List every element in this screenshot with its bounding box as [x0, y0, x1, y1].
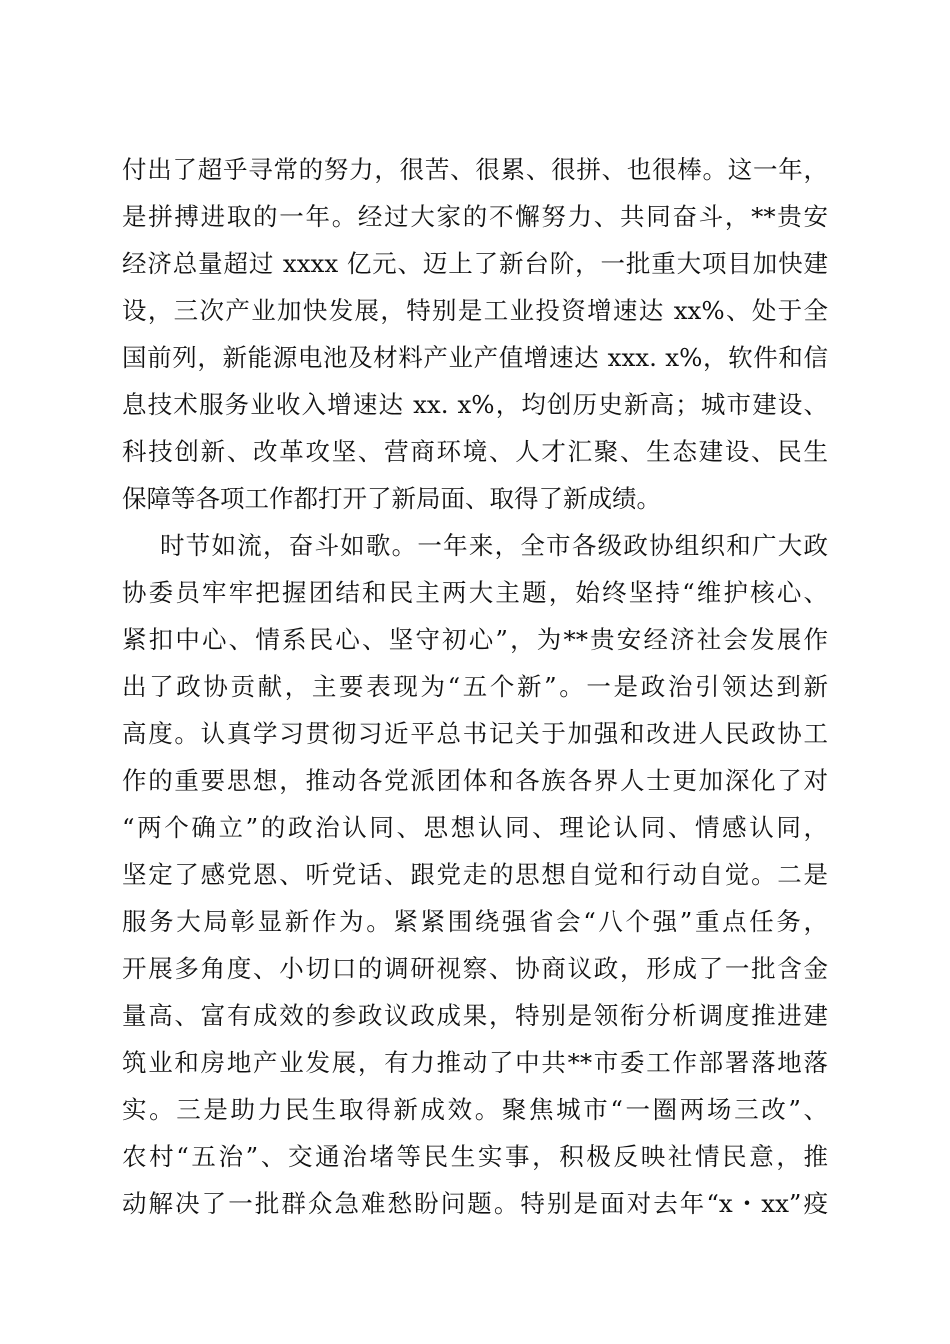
paragraph-2-line-2: 协委员牢牢把握团结和民主两大主题，始终坚持“维护核心、: [122, 578, 828, 607]
paragraph-1-line-5: 国前列，新能源电池及材料产业产值增速达 xxx. x%，软件和信: [122, 343, 828, 372]
paragraph-1-line-4: 设，三次产业加快发展，特别是工业投资增速达 xx%、处于全: [122, 296, 828, 325]
paragraph-2-line-12: 筑业和房地产业发展，有力推动了中共**市委工作部署落地落: [122, 1048, 828, 1077]
paragraph-2-line-1: 时节如流，奋斗如歌。一年来，全市各级政协组织和广大政: [160, 531, 828, 560]
paragraph-2-line-7: “两个确立”的政治认同、思想认同、理论认同、情感认同，: [122, 813, 828, 842]
paragraph-2-line-14: 农村“五治”、交通治堵等民生实事，积极反映社情民意，推: [122, 1142, 828, 1171]
paragraph-1-line-1: 付出了超乎寻常的努力，很苦、很累、很拼、也很棒。这一年，: [122, 155, 828, 184]
paragraph-2-line-5: 高度。认真学习贯彻习近平总书记关于加强和改进人民政协工: [122, 719, 828, 748]
paragraph-1-line-7: 科技创新、改革攻坚、营商环境、人才汇聚、生态建设、民生: [122, 437, 828, 466]
paragraph-2-line-9: 服务大局彰显新作为。紧紧围绕强省会“八个强”重点任务，: [122, 907, 828, 936]
paragraph-2-line-3: 紧扣中心、情系民心、坚守初心”，为**贵安经济社会发展作: [122, 625, 828, 654]
paragraph-2-line-11: 量高、富有成效的参政议政成果，特别是领衔分析调度推进建: [122, 1001, 828, 1030]
paragraph-2-line-10: 开展多角度、小切口的调研视察、协商议政，形成了一批含金: [122, 954, 828, 983]
paragraph-2-line-8: 坚定了感党恩、听党话、跟党走的思想自觉和行动自觉。二是: [122, 860, 828, 889]
paragraph-2-line-4: 出了政协贡献，主要表现为“五个新”。一是政治引领达到新: [122, 672, 828, 701]
paragraph-1-line-6: 息技术服务业收入增速达 xx. x%，均创历史新高；城市建设、: [122, 390, 828, 419]
paragraph-1-line-8: 保障等各项工作都打开了新局面、取得了新成绩。: [122, 484, 661, 513]
paragraph-1-line-2: 是拼搏进取的一年。经过大家的不懈努力、共同奋斗，**贵安: [122, 202, 828, 231]
paragraph-2-line-6: 作的重要思想，推动各党派团体和各族各界人士更加深化了对: [122, 766, 828, 795]
paragraph-1-line-3: 经济总量超过 xxxx 亿元、迈上了新台阶，一批重大项目加快建: [122, 249, 828, 278]
paragraph-2-line-13: 实。三是助力民生取得新成效。聚焦城市“一圈两场三改”、: [122, 1095, 828, 1124]
paragraph-2-line-15: 动解决了一批群众急难愁盼问题。特别是面对去年“x・xx”疫: [122, 1189, 828, 1218]
